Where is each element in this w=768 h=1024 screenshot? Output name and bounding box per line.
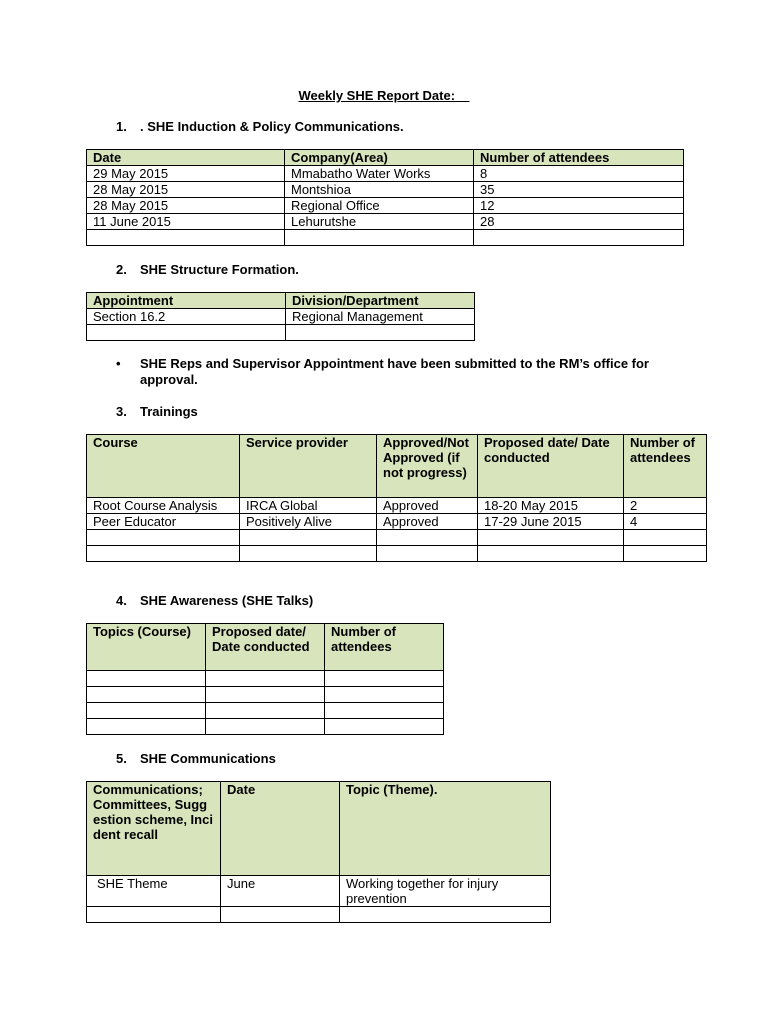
- column-header: Number of attendees: [325, 624, 444, 671]
- table-row: [87, 876, 551, 907]
- table-cell: [87, 703, 206, 719]
- table-cell: [377, 530, 478, 546]
- section-1-heading: [116, 119, 404, 134]
- table-cell: Lehurutshe: [285, 214, 474, 230]
- report-title: Weekly SHE Report Date:: [298, 88, 456, 103]
- section-3-heading: [116, 404, 198, 419]
- table-cell: 28 May 2015: [87, 182, 285, 198]
- table-row: [87, 671, 444, 687]
- table-cell: Mmabatho Water Works: [285, 166, 474, 182]
- column-header: Date: [87, 150, 285, 166]
- table-cell: Regional Management: [286, 309, 475, 325]
- structure-table: [86, 292, 475, 341]
- table-cell: 11 June 2015: [87, 214, 285, 230]
- section-title: SHE Structure Formation.: [140, 262, 299, 277]
- table-cell: [206, 719, 325, 735]
- section-title: Trainings: [140, 404, 198, 419]
- table-cell: [87, 546, 240, 562]
- bullet-icon: •: [116, 356, 121, 371]
- table-cell: Positively Alive: [240, 514, 377, 530]
- table-cell: [474, 230, 684, 246]
- table-cell: [325, 687, 444, 703]
- table-cell: [325, 703, 444, 719]
- awareness-table: [86, 623, 444, 735]
- section-title: SHE Awareness (SHE Talks): [140, 593, 314, 608]
- section-number: 2.: [116, 262, 127, 277]
- communications-table: [86, 781, 551, 923]
- table-cell: [87, 230, 285, 246]
- table-cell: [87, 687, 206, 703]
- table-cell: [340, 907, 551, 923]
- table-cell: [377, 546, 478, 562]
- table-cell: [240, 546, 377, 562]
- table-cell: [624, 530, 707, 546]
- table-cell: [87, 907, 221, 923]
- table-header-row: [87, 624, 444, 671]
- table-cell: Montshioa: [285, 182, 474, 198]
- column-header: Number of attendees: [624, 435, 707, 498]
- table-row: [87, 546, 707, 562]
- table-cell: 35: [474, 182, 684, 198]
- table-cell: 12: [474, 198, 684, 214]
- table-row: [87, 719, 444, 735]
- table-cell: [325, 719, 444, 735]
- table-cell: [286, 325, 475, 341]
- table-cell: Working together for injury prevention: [340, 876, 551, 907]
- column-header: Communications; Committees, Suggestion scheme, Incident recall: [87, 782, 221, 876]
- table-row: [87, 230, 684, 246]
- section-2-heading: [116, 262, 299, 277]
- table-cell: 4: [624, 514, 707, 530]
- table-cell: [240, 530, 377, 546]
- table-cell: [87, 325, 286, 341]
- table-row: [87, 214, 684, 230]
- table-row: [87, 703, 444, 719]
- table-cell: 28: [474, 214, 684, 230]
- table-cell: [206, 671, 325, 687]
- bullet-text: SHE Reps and Supervisor Appointment have been submitted to the RM’s office for approval.: [140, 356, 649, 387]
- column-header: Number of attendees: [474, 150, 684, 166]
- table-row: [87, 514, 707, 530]
- induction-table: [86, 149, 684, 246]
- table-cell: [478, 530, 624, 546]
- table-row: [87, 687, 444, 703]
- table-cell: Approved: [377, 514, 478, 530]
- table-row: [87, 182, 684, 198]
- table-cell: [478, 546, 624, 562]
- column-header: Service provider: [240, 435, 377, 498]
- column-header: Proposed date/ Date conducted: [478, 435, 624, 498]
- table-cell: 17-29 June 2015: [478, 514, 624, 530]
- table-header-row: [87, 150, 684, 166]
- trainings-table: [86, 434, 707, 562]
- table-cell: 8: [474, 166, 684, 182]
- table-row: [87, 325, 475, 341]
- table-cell: [87, 530, 240, 546]
- table-header-row: [87, 782, 551, 876]
- section-4-heading: [116, 593, 313, 608]
- table-cell: [285, 230, 474, 246]
- table-row: [87, 198, 684, 214]
- column-header: Topic (Theme).: [340, 782, 551, 876]
- table-cell: Section 16.2: [87, 309, 286, 325]
- table-cell: [624, 546, 707, 562]
- table-cell: Peer Educator: [87, 514, 240, 530]
- table-cell: [87, 671, 206, 687]
- table-cell: 29 May 2015: [87, 166, 285, 182]
- table-cell: [325, 671, 444, 687]
- table-row: [87, 907, 551, 923]
- section-title: SHE Communications: [140, 751, 276, 766]
- table-row: [87, 498, 707, 514]
- section-number: 5.: [116, 751, 127, 766]
- column-header: Proposed date/ Date conducted: [206, 624, 325, 671]
- table-cell: [87, 719, 206, 735]
- table-cell: 2: [624, 498, 707, 514]
- section-5-heading: [116, 751, 276, 766]
- column-header: Division/Department: [286, 293, 475, 309]
- table-row: [87, 309, 475, 325]
- column-header: Approved/Not Approved (if not progress): [377, 435, 478, 498]
- column-header: Course: [87, 435, 240, 498]
- column-header: Company(Area): [285, 150, 474, 166]
- table-cell: Root Course Analysis: [87, 498, 240, 514]
- table-row: [87, 166, 684, 182]
- table-cell: 18-20 May 2015: [478, 498, 624, 514]
- section-number: 3.: [116, 404, 127, 419]
- table-cell: June: [221, 876, 340, 907]
- table-cell: SHE Theme: [87, 876, 221, 907]
- table-cell: [206, 687, 325, 703]
- table-cell: Regional Office: [285, 198, 474, 214]
- table-cell: [221, 907, 340, 923]
- column-header: Date: [221, 782, 340, 876]
- table-cell: Approved: [377, 498, 478, 514]
- table-header-row: [87, 293, 475, 309]
- table-cell: [206, 703, 325, 719]
- section-title: . SHE Induction & Policy Communications.: [140, 119, 404, 134]
- column-header: Appointment: [87, 293, 286, 309]
- table-header-row: [87, 435, 707, 498]
- table-cell: 28 May 2015: [87, 198, 285, 214]
- table-cell: IRCA Global: [240, 498, 377, 514]
- section-number: 4.: [116, 593, 127, 608]
- column-header: Topics (Course): [87, 624, 206, 671]
- section-number: 1.: [116, 119, 127, 134]
- table-row: [87, 530, 707, 546]
